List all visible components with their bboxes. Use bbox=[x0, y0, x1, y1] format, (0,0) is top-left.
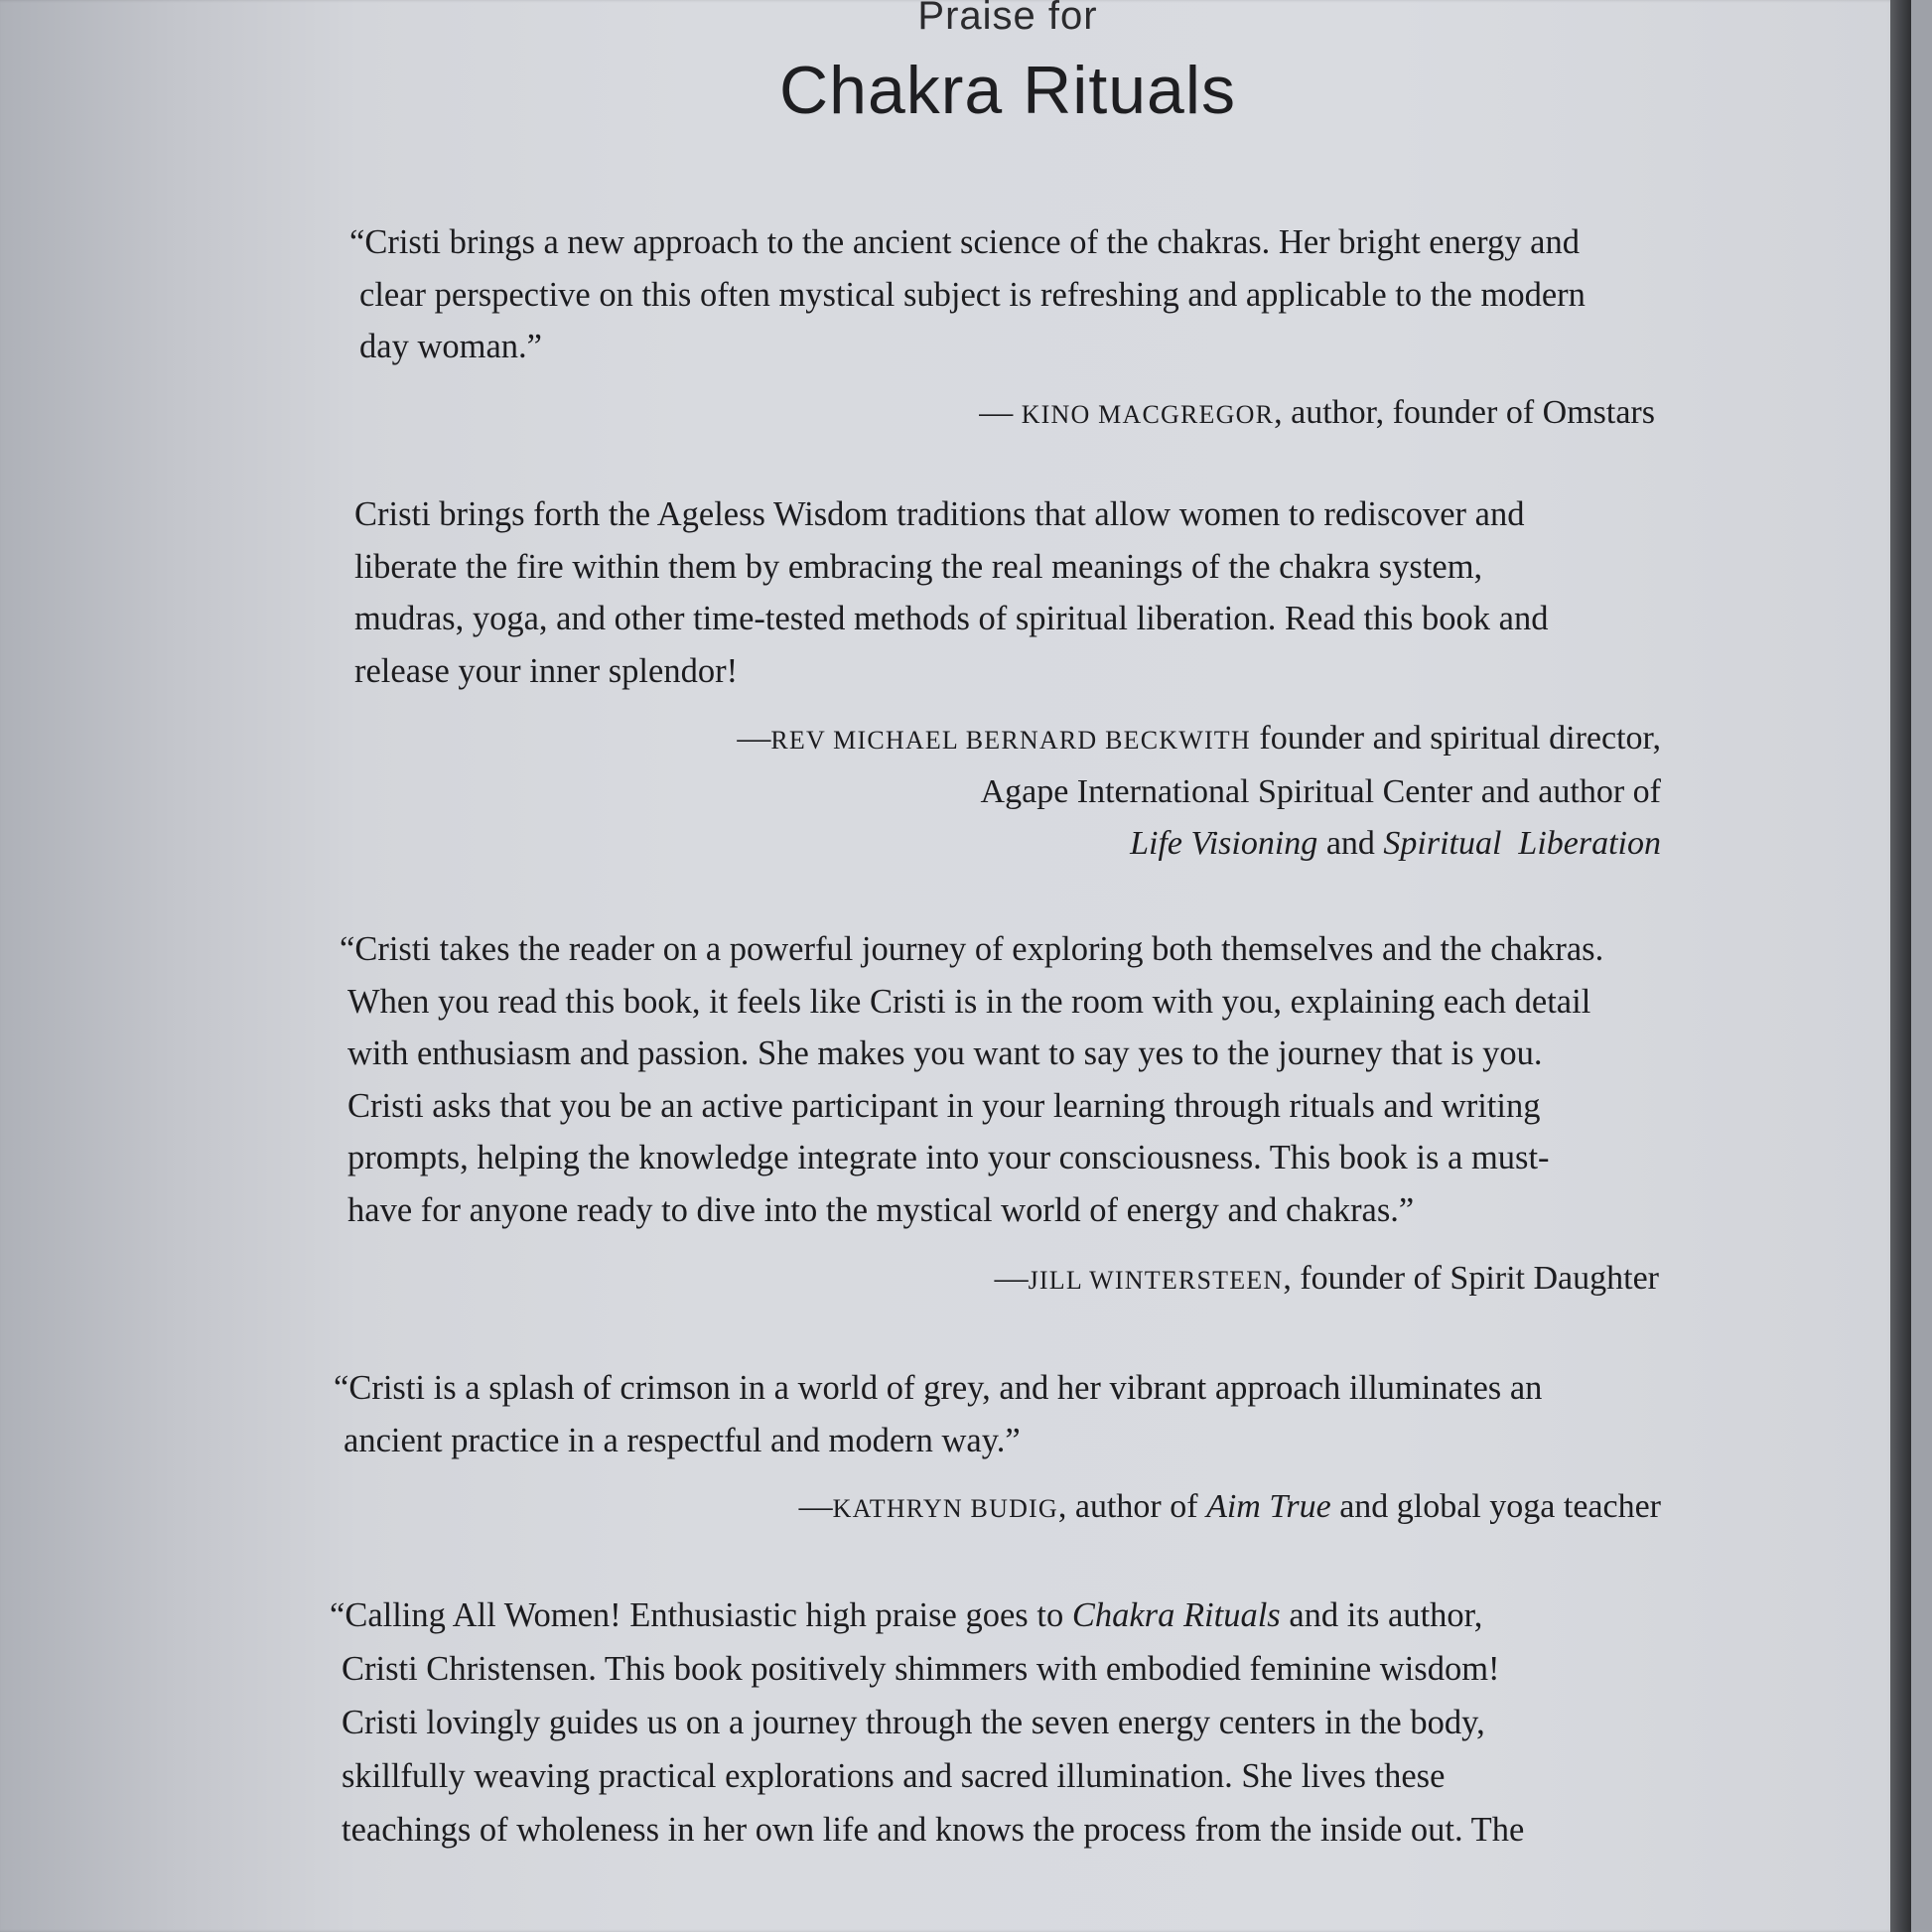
quote-line: release your inner splendor! bbox=[354, 651, 739, 690]
page-title: Chakra Rituals bbox=[779, 53, 1236, 128]
praise-quote-3 bbox=[340, 923, 1666, 1236]
attribution-role: , author, founder of Omstars bbox=[1274, 394, 1655, 431]
book-title: Life Visioning bbox=[1130, 825, 1318, 862]
attribution-dash: — bbox=[737, 720, 771, 757]
attribution-joiner: and bbox=[1317, 825, 1384, 862]
attribution-dash: — bbox=[994, 1260, 1029, 1297]
praise-quote-2 bbox=[354, 488, 1657, 697]
attribution-name: KINO MACGREGOR bbox=[1021, 400, 1275, 429]
quote-line: ancient practice in a respectful and modern way.” bbox=[344, 1421, 1021, 1459]
quote-line: Cristi brings forth the Ageless Wisdom traditions that allow women to rediscover and bbox=[354, 495, 1525, 533]
attribution-2 bbox=[569, 713, 1661, 870]
quote-line: teachings of wholeness in her own life and knows the process from the inside out. The bbox=[342, 1811, 1525, 1849]
attribution-name: JILL WINTERSTEEN bbox=[1028, 1266, 1284, 1295]
praise-quote-4 bbox=[334, 1362, 1664, 1466]
quote-line: When you read this book, it feels like Cristi is in the room with you, explaining each detail bbox=[347, 982, 1591, 1021]
page-subtitle: Praise for bbox=[917, 0, 1098, 38]
quote-line: skillfully weaving practical explorations and sacred illumination. She lives these bbox=[342, 1757, 1446, 1795]
quote-line: Cristi lovingly guides us on a journey through the seven energy centers in the body, bbox=[342, 1704, 1485, 1741]
quote-line bbox=[330, 1588, 1668, 1642]
quote-line: “Cristi is a splash of crimson in a world of grey, and her vibrant approach illuminates an bbox=[334, 1369, 1543, 1407]
attribution-dash: — bbox=[798, 1488, 833, 1525]
quote-line: mudras, yoga, and other time-tested methods of spiritual liberation. Read this book and bbox=[354, 600, 1549, 637]
quote-line: “Cristi brings a new approach to the ancient science of the chakras. Her bright energy and bbox=[349, 223, 1580, 261]
quote-line: clear perspective on this often mystical subject is refreshing and applicable to the modern bbox=[359, 275, 1586, 314]
attribution-role: founder and spiritual director, bbox=[1250, 720, 1661, 757]
page-edge bbox=[1890, 0, 1911, 1932]
book-title: Aim True bbox=[1206, 1488, 1331, 1525]
quote-line: day woman.” bbox=[359, 328, 542, 365]
quote-line: liberate the fire within them by embracing the real meanings of the chakra system, bbox=[354, 547, 1483, 586]
quote-line-start: “Calling All Women! Enthusiastic high praise goes to bbox=[330, 1596, 1072, 1634]
attribution-1 bbox=[662, 387, 1655, 441]
quote-line: Cristi Christensen. This book positively shimmers with embodied feminine wisdom! bbox=[342, 1650, 1500, 1688]
attribution-role: , author of bbox=[1057, 1488, 1207, 1525]
book-title: Spiritual Liberation bbox=[1383, 825, 1661, 862]
attribution-role: and global yoga teacher bbox=[1330, 1488, 1661, 1525]
attribution-line: Agape International Spiritual Center and author of bbox=[980, 773, 1661, 810]
quote-line: have for anyone ready to dive into the mystical world of energy and chakras.” bbox=[347, 1190, 1415, 1229]
book-title: Chakra Rituals bbox=[1071, 1596, 1281, 1634]
quote-line: prompts, helping the knowledge integrate into your consciousness. This book is a must- bbox=[347, 1139, 1550, 1176]
attribution-name: KATHRYN BUDIG bbox=[832, 1494, 1058, 1523]
quote-line: “Cristi takes the reader on a powerful journey of exploring both themselves and the chakras. bbox=[340, 930, 1604, 968]
attribution-role: , founder of Spirit Daughter bbox=[1283, 1260, 1659, 1297]
praise-quote-5 bbox=[330, 1588, 1668, 1857]
attribution-line bbox=[569, 818, 1661, 870]
attribution-3 bbox=[666, 1253, 1659, 1307]
attribution-name: REV MICHAEL BERNARD BECKWITH bbox=[770, 726, 1251, 755]
quote-line: with enthusiasm and passion. She makes you want to say yes to the journey that is you. bbox=[347, 1035, 1543, 1072]
quote-line-end: and its author, bbox=[1280, 1596, 1483, 1634]
quote-line: Cristi asks that you be an active participant in your learning through rituals and writing bbox=[347, 1086, 1541, 1125]
praise-quote-1 bbox=[349, 216, 1652, 373]
attribution-dash: — bbox=[979, 394, 1022, 431]
attribution-4 bbox=[569, 1481, 1661, 1535]
attribution-line bbox=[569, 713, 1661, 766]
